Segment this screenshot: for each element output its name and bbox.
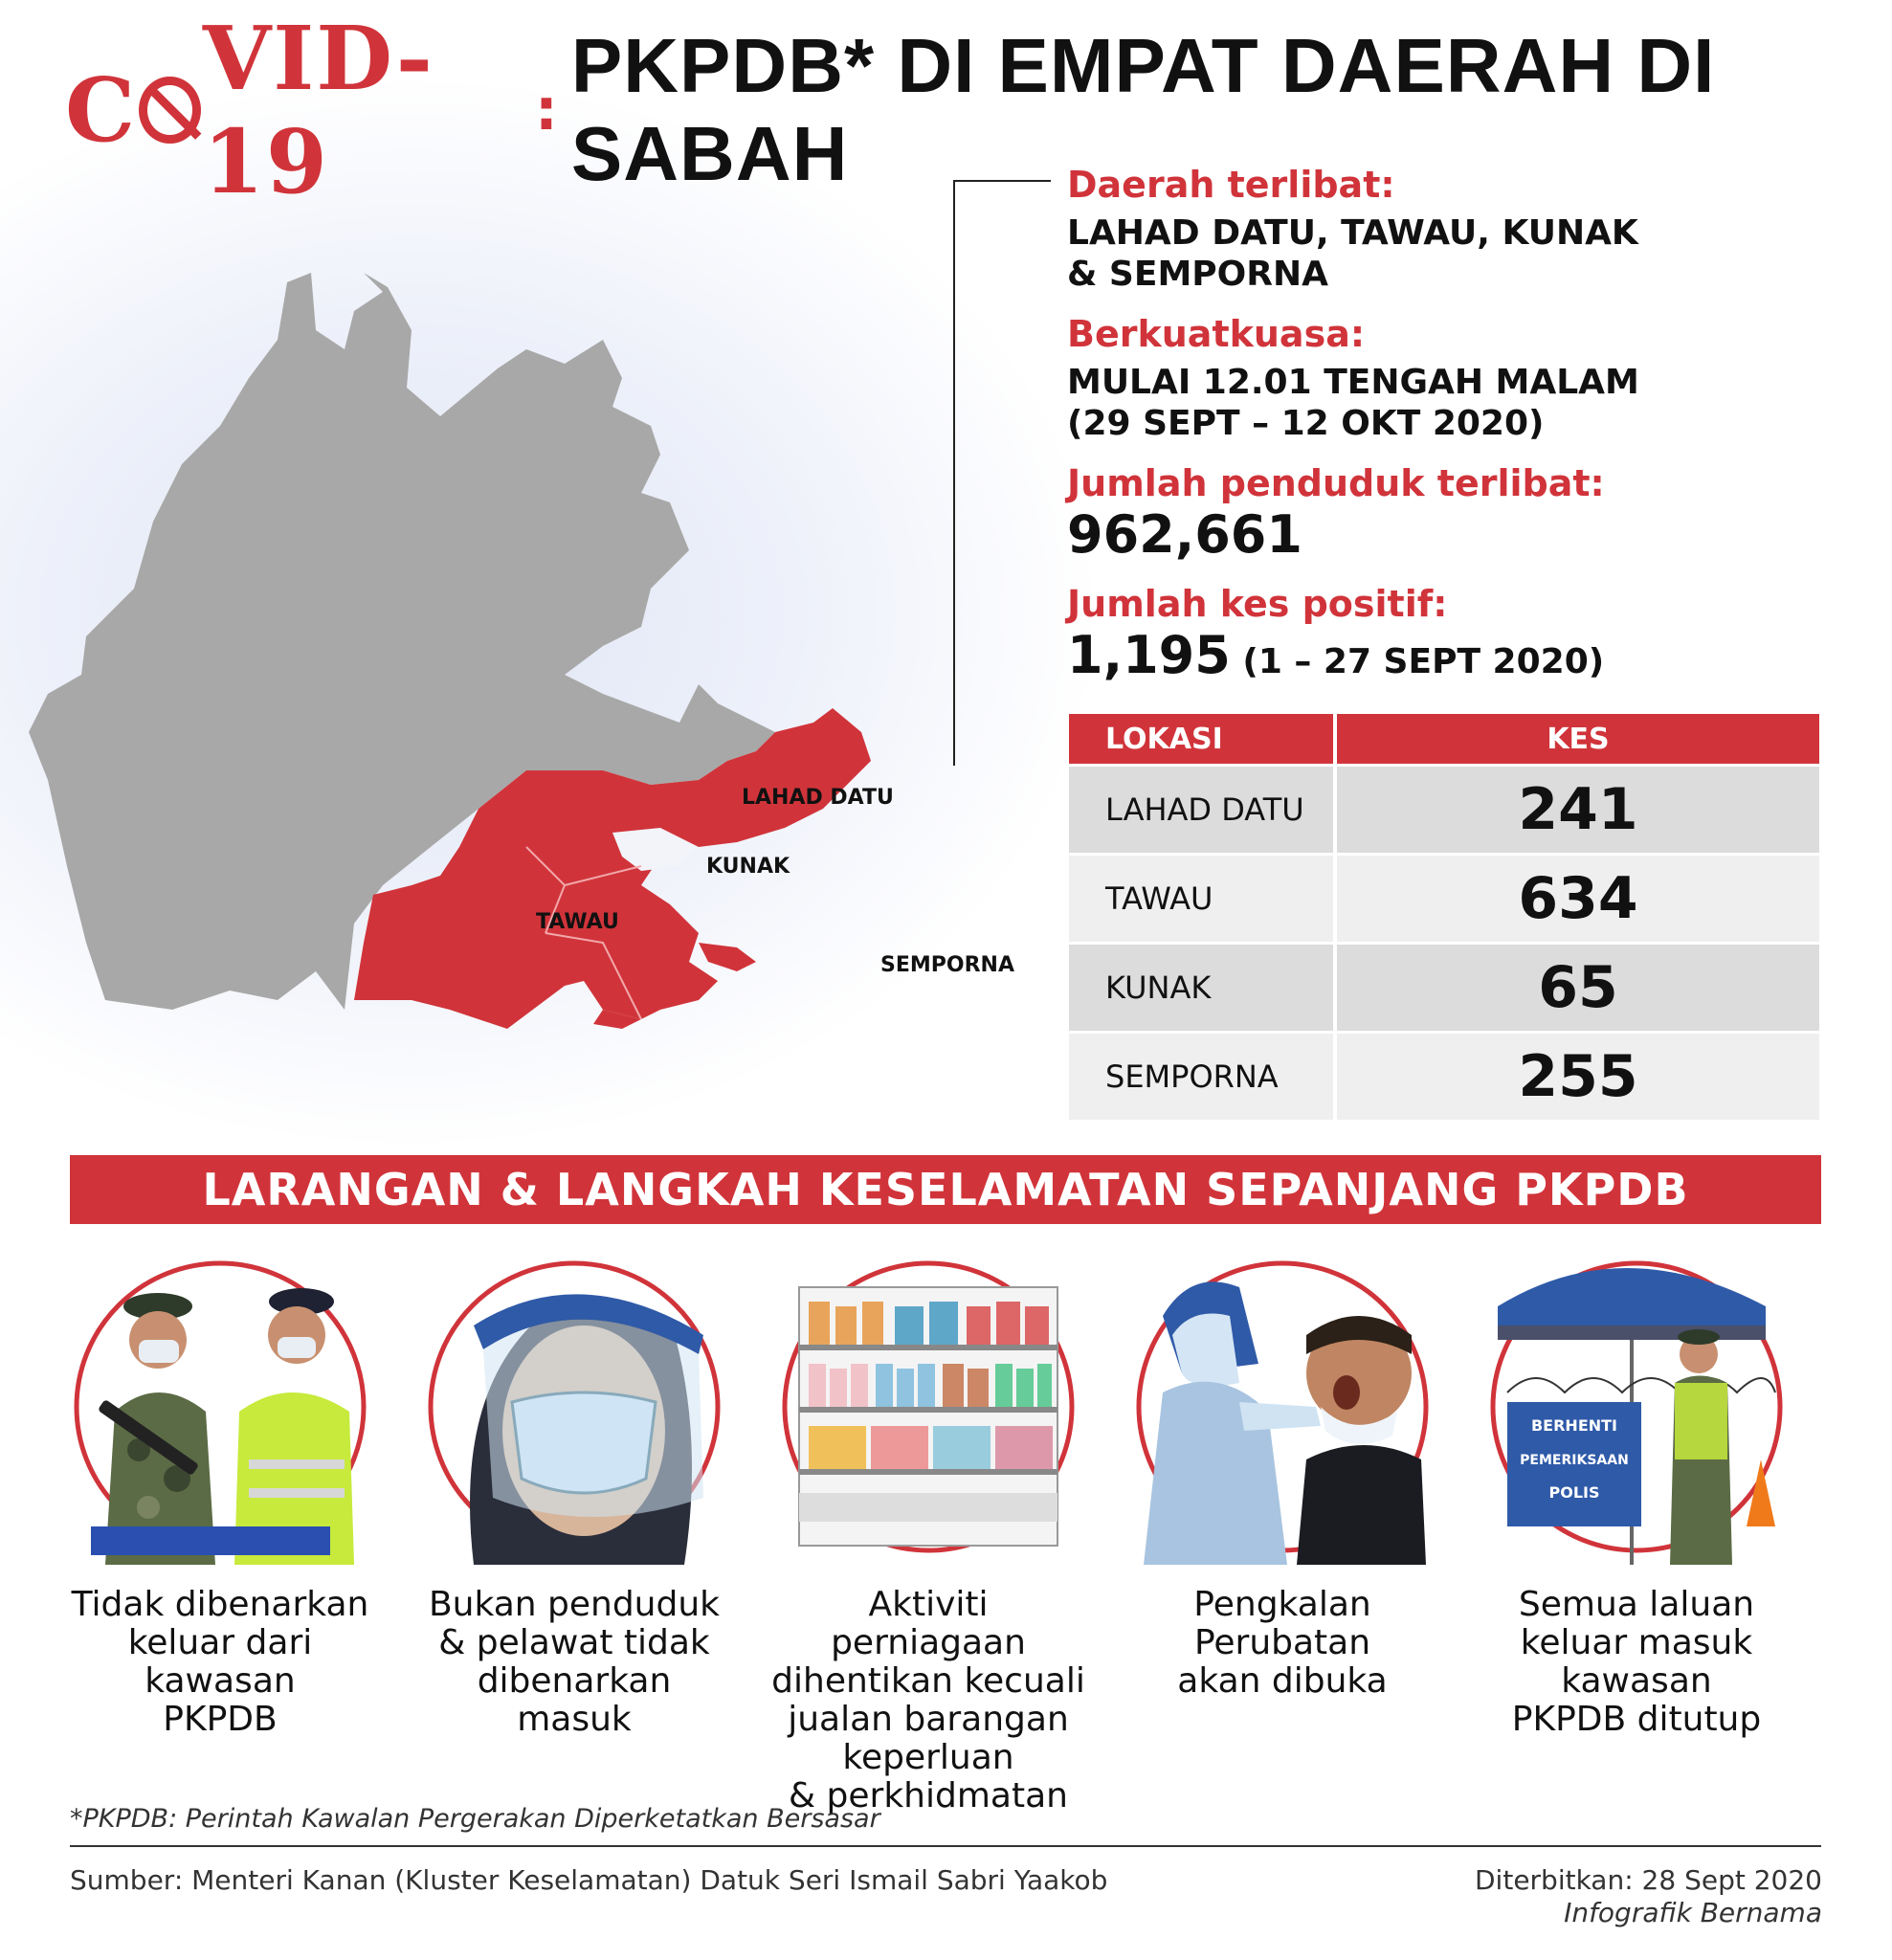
caption-line: keluar dari — [127, 1623, 313, 1662]
caption-line: PKPDB — [163, 1700, 278, 1739]
caption-line: akan dibuka — [1177, 1661, 1388, 1701]
sabah-map — [29, 273, 1043, 1029]
population-label: Jumlah penduduk terlibat: — [1067, 462, 1605, 504]
measure-caption — [57, 1586, 383, 1739]
caption-line: Pengkalan — [1193, 1585, 1371, 1624]
row-cases: 65 — [1538, 954, 1618, 1021]
caption-line: keperluan — [842, 1738, 1014, 1777]
caption-line: Perubatan — [1193, 1623, 1371, 1662]
table-row — [1069, 767, 1819, 853]
row-cases: 634 — [1518, 865, 1638, 932]
swab-test-icon — [1124, 1249, 1440, 1565]
caption-line: keluar masuk — [1520, 1623, 1753, 1662]
table-row — [1069, 1034, 1819, 1120]
caption-line: kawasan — [145, 1661, 296, 1701]
measures-banner: LARANGAN & LANGKAH KESELAMATAN SEPANJANG PKPDB — [70, 1155, 1821, 1224]
footnote: *PKPDB: Perintah Kawalan Pergerakan Diperketatkan Bersasar — [70, 1804, 880, 1834]
source-text: Sumber: Menteri Kanan (Kluster Keselamatan) Datuk Seri Ismail Sabri Yaakob — [70, 1864, 1108, 1896]
row-cases: 241 — [1518, 776, 1638, 843]
row-location: TAWAU — [1069, 856, 1337, 942]
face-shield-mask-icon — [416, 1249, 732, 1565]
caption-line: & perkhidmatan — [789, 1776, 1068, 1815]
table-row — [1069, 945, 1819, 1031]
table-header — [1069, 714, 1819, 764]
info-panel — [1067, 163, 1833, 685]
page-title: PKPDB* DI EMPAT DAERAH DI SABAH — [570, 23, 1716, 196]
cases-value-row — [1067, 626, 1833, 685]
roadblock-sign-stop: BERHENTI — [1530, 1416, 1618, 1435]
district-label: Daerah terlibat: — [1067, 164, 1395, 206]
title-separator: : — [534, 77, 558, 144]
no-virus-icon — [139, 77, 201, 144]
cases-value: 1,195 — [1067, 625, 1231, 685]
measure-item — [1120, 1249, 1445, 1701]
map-label-semporna: SEMPORNA — [880, 953, 1014, 977]
measure-item — [1474, 1249, 1799, 1739]
publish-info — [1475, 1864, 1822, 1929]
measure-caption — [412, 1586, 737, 1739]
map-label-tawau: TAWAU — [536, 910, 619, 934]
map-label-lahad-datu: LAHAD DATU — [742, 786, 894, 810]
measure-item — [766, 1249, 1091, 1815]
row-cases: 255 — [1518, 1043, 1638, 1110]
caption-line: Tidak dibenarkan — [71, 1585, 369, 1624]
measure-item — [412, 1249, 737, 1739]
caption-line: Aktiviti perniagaan — [831, 1585, 1026, 1662]
population-value: 962,661 — [1067, 504, 1302, 565]
caption-line: & pelawat tidak — [438, 1623, 710, 1662]
roadblock-icon — [1479, 1249, 1794, 1565]
effective-label: Berkuatkuasa: — [1067, 313, 1366, 355]
district-value-line-2: & SEMPORNA — [1067, 255, 1328, 294]
measure-caption — [1474, 1586, 1799, 1739]
caption-line: masuk — [517, 1700, 632, 1739]
measure-caption — [766, 1586, 1091, 1815]
district-value-line-1: LAHAD DATU, TAWAU, KUNAK — [1067, 213, 1638, 253]
roadblock-sign-inspection: PEMERIKSAAN — [1520, 1453, 1629, 1468]
table-body — [1069, 767, 1819, 1120]
cases-table — [1069, 714, 1819, 1120]
caption-line: dibenarkan — [477, 1661, 672, 1701]
row-location: KUNAK — [1069, 945, 1337, 1031]
map-label-kunak: KUNAK — [706, 855, 790, 879]
cases-label: Jumlah kes positif: — [1067, 583, 1448, 625]
measure-item — [57, 1249, 383, 1739]
header-cases: KES — [1547, 722, 1610, 756]
header-location: LOKASI — [1069, 714, 1337, 764]
callout-line — [953, 180, 1051, 766]
measures-list — [57, 1249, 1837, 1815]
effective-value-line-2: (29 SEPT – 12 OKT 2020) — [1067, 404, 1545, 443]
caption-line: PKPDB ditutup — [1511, 1700, 1762, 1739]
caption-line: Semua laluan — [1518, 1585, 1755, 1624]
cases-period: (1 – 27 SEPT 2020) — [1242, 642, 1605, 681]
caption-line: Bukan penduduk — [428, 1585, 721, 1624]
caption-line: dihentikan kecuali — [771, 1661, 1085, 1701]
credit: Infografik Bernama — [1564, 1897, 1822, 1928]
effective-value-line-1: MULAI 12.01 TENGAH MALAM — [1067, 363, 1639, 402]
table-row — [1069, 856, 1819, 942]
footer-divider — [70, 1845, 1821, 1847]
store-shelves-icon — [770, 1249, 1086, 1565]
covid-logo: C VID-19 — [65, 7, 434, 213]
caption-line: jualan barangan — [788, 1700, 1069, 1739]
row-location: LAHAD DATU — [1069, 767, 1337, 853]
roadblock-sign-police: POLIS — [1548, 1483, 1600, 1502]
published-date: Diterbitkan: 28 Sept 2020 — [1475, 1864, 1822, 1896]
measure-caption — [1120, 1586, 1445, 1701]
caption-line: kawasan — [1561, 1661, 1712, 1701]
row-location: SEMPORNA — [1069, 1034, 1337, 1120]
checkpoint-officers-icon — [62, 1249, 378, 1565]
